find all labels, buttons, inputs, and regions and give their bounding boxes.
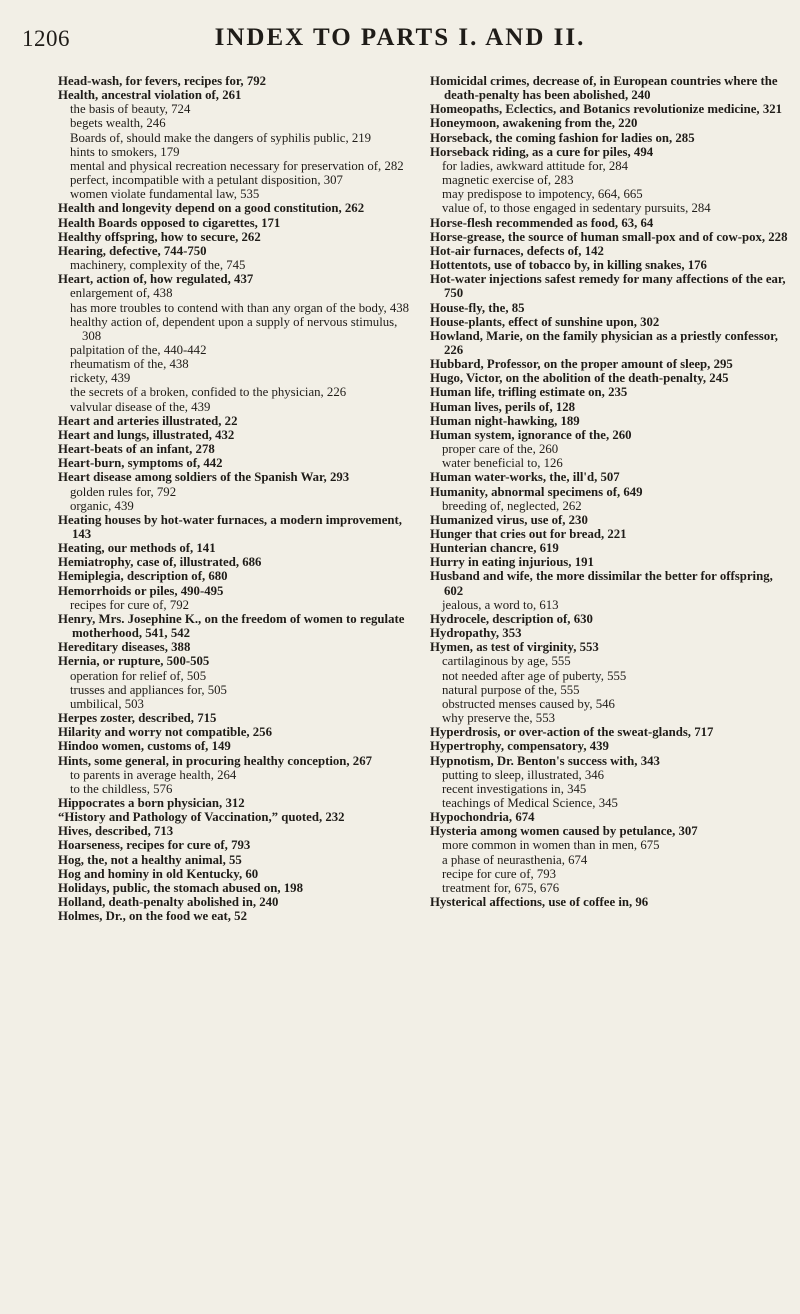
index-entry: Hemiplegia, description of, 680	[58, 569, 228, 584]
index-entry: Hippocrates a born physician, 312	[58, 795, 245, 810]
index-subentry: water beneficial to, 126	[442, 456, 563, 471]
index-entry: Hunger that cries out for bread, 221	[430, 527, 627, 541]
index-entry: Hysterical affections, use of coffee in, 96	[430, 895, 649, 910]
index-subentry: obstructed menses caused by, 546	[442, 696, 615, 711]
index-entry: Holmes, Dr., on the food we eat, 52	[58, 909, 247, 924]
index-subentry: women violate fundamental law, 535	[70, 187, 260, 202]
index-entry: Hurry in eating injurious, 191	[430, 555, 594, 570]
index-entry: Health and longevity depend on a good constitution, 262	[58, 201, 365, 216]
index-entry: Hot-water injections safest remedy for many affections of the ear, 750	[430, 272, 786, 301]
index-subentry: recipes for cure of, 792	[70, 597, 190, 612]
index-entry: Hypnotism, Dr. Benton's success with, 343	[430, 753, 660, 768]
index-entry: Hemorrhoids or piles, 490-495	[58, 583, 224, 598]
index-subentry: recent investigations in, 345	[442, 781, 587, 796]
index-subentry: begets wealth, 246	[70, 116, 166, 131]
index-column-left	[58, 74, 416, 923]
index-entry: Henry, Mrs. Josephine K., on the freedom of women to regulate motherhood, 541, 542	[58, 611, 405, 641]
index-entry: Hottentots, use of tobacco by, in killing snakes, 176	[430, 258, 707, 273]
index-entry: Hives, described, 713	[58, 824, 174, 839]
index-entry: Heating, our methods of, 141	[58, 541, 216, 556]
index-entry: Hot-air furnaces, defects of, 142	[430, 243, 604, 258]
index-entry: Holland, death-penalty abolished in, 240	[58, 895, 279, 910]
index-entry: House-plants, effect of sunshine upon, 302	[430, 314, 660, 329]
index-entry: Herpes zoster, described, 715	[58, 711, 217, 726]
index-subentry: more common in women than in men, 675	[442, 838, 660, 853]
index-entry: Hindoo women, customs of, 149	[58, 739, 231, 754]
index-entry: “History and Pathology of Vaccination,” quoted, 232	[58, 810, 345, 825]
index-entry: Heart and arteries illustrated, 22	[58, 413, 238, 428]
index-subentry: palpitation of the, 440-442	[70, 342, 207, 357]
index-entry: Hysteria among women caused by petulance, 307	[430, 824, 698, 839]
index-entry: Heart, action of, how regulated, 437	[58, 272, 254, 287]
index-subentry: the secrets of a broken, confided to the physician, 226	[70, 385, 347, 400]
index-entry: Hoarseness, recipes for cure of, 793	[58, 838, 251, 853]
index-entry: Husband and wife, the more dissimilar the better for offspring, 602	[430, 569, 773, 598]
index-subentry: the basis of beauty, 724	[70, 102, 191, 117]
index-subentry: proper care of the, 260	[442, 442, 559, 457]
index-entry: Hilarity and worry not compatible, 256	[58, 725, 272, 740]
page-number: 1206	[22, 26, 70, 51]
index-entry: Hernia, or rupture, 500-505	[58, 654, 210, 669]
index-entry: Human lives, perils of, 128	[430, 399, 576, 414]
index-subentry: value of, to those engaged in sedentary pursuits, 284	[442, 201, 711, 216]
index-subentry: teachings of Medical Science, 345	[442, 795, 618, 810]
index-entry: House-fly, the, 85	[430, 300, 525, 315]
index-entry: Hemiatrophy, case of, illustrated, 686	[58, 555, 262, 570]
index-entry: Human life, trifling estimate on, 235	[430, 385, 628, 400]
index-entry: Hints, some general, in procuring healthy conception, 267	[58, 753, 372, 768]
index-entry: Hearing, defective, 744-750	[58, 243, 207, 258]
index-subentry: mental and physical recreation necessary for preservation of, 282	[70, 158, 404, 173]
index-subentry: putting to sleep, illustrated, 346	[442, 767, 605, 782]
index-subentry: perfect, incompatible with a petulant disposition, 307	[70, 173, 343, 188]
index-entry: Healthy offspring, how to secure, 262	[58, 229, 261, 244]
index-subentry: enlargement of, 438	[70, 286, 173, 301]
index-entry: Hymen, as test of virginity, 553	[430, 640, 599, 655]
index-entry: Honeymoon, awakening from the, 220	[430, 116, 638, 131]
index-entry: Hog, the, not a healthy animal, 55	[58, 852, 242, 867]
index-subentry: trusses and appliances for, 505	[70, 682, 227, 697]
index-entry: Horse-flesh recommended as food, 63, 64	[430, 215, 654, 230]
index-entry: Hydropathy, 353	[430, 626, 522, 641]
index-subentry: breeding of, neglected, 262	[442, 498, 582, 513]
index-entry: Head-wash, for fevers, recipes for, 792	[58, 74, 267, 88]
index-entry: Hubbard, Professor, on the proper amount of sleep, 295	[430, 357, 733, 372]
index-subentry: rickety, 439	[70, 371, 131, 386]
index-entry: Heart and lungs, illustrated, 432	[58, 427, 235, 442]
index-entry: Hereditary diseases, 388	[58, 640, 191, 655]
index-entry: Homeopaths, Eclectics, and Botanics revolutionize medicine, 321	[430, 102, 783, 117]
index-subentry: valvular disease of the, 439	[70, 399, 211, 414]
index-entry: Hunterian chancre, 619	[430, 541, 559, 556]
index-entry: Horseback, the coming fashion for ladies on, 285	[430, 130, 695, 145]
index-entry: Health Boards opposed to cigarettes, 171	[58, 215, 281, 230]
index-subentry: organic, 439	[70, 498, 134, 513]
index-subentry: magnetic exercise of, 283	[442, 173, 574, 188]
index-subentry: why preserve the, 553	[442, 711, 556, 726]
index-subentry: cartilaginous by age, 555	[442, 654, 571, 669]
index-subentry: not needed after age of puberty, 555	[442, 668, 627, 683]
index-entry: Horseback riding, as a cure for piles, 494	[430, 144, 654, 159]
index-entry: Heart-beats of an infant, 278	[58, 442, 215, 457]
index-entry: Hugo, Victor, on the abolition of the death-penalty, 245	[430, 371, 729, 386]
index-subentry: operation for relief of, 505	[70, 668, 207, 683]
index-subentry: jealous, a word to, 613	[442, 597, 559, 612]
index-entry: Heating houses by hot-water furnaces, a modern improvement, 143	[58, 512, 402, 541]
index-entry: Hypochondria, 674	[430, 810, 535, 825]
index-entry: Human system, ignorance of the, 260	[430, 427, 632, 442]
index-subentry: recipe for cure of, 793	[442, 866, 557, 881]
index-entry: Horse-grease, the source of human small-pox and of cow-pox, 228	[430, 229, 788, 244]
index-entry: Howland, Marie, on the family physician as a priestly confessor, 226	[430, 328, 778, 357]
index-column-right	[430, 74, 788, 909]
index-subentry: golden rules for, 792	[70, 484, 177, 499]
index-subentry: hints to smokers, 179	[70, 144, 180, 159]
index-subentry: a phase of neurasthenia, 674	[442, 852, 588, 867]
index-entry: Hyperdrosis, or over-action of the sweat-glands, 717	[430, 725, 714, 740]
index-subentry: to parents in average health, 264	[70, 767, 237, 782]
index-subentry: healthy action of, dependent upon a supply of nervous stimulus, 308	[70, 314, 398, 343]
index-entry: Homicidal crimes, decrease of, in European countries where the death-penalty has been abolished, 240	[430, 74, 778, 103]
index-subentry: umbilical, 503	[70, 696, 144, 711]
index-subentry: rheumatism of the, 438	[70, 357, 189, 372]
running-title: INDEX TO PARTS I. AND II.	[214, 24, 586, 51]
index-subentry: has more troubles to contend with than any organ of the body, 438	[70, 300, 410, 315]
index-subentry: treatment for, 675, 676	[442, 880, 560, 895]
index-entry: Holidays, public, the stomach abused on, 198	[58, 880, 303, 895]
index-entry: Hog and hominy in old Kentucky, 60	[58, 866, 259, 881]
index-entry: Heart disease among soldiers of the Spanish War, 293	[58, 470, 350, 485]
index-entry: Humanized virus, use of, 230	[430, 512, 588, 527]
index-entry: Heart-burn, symptoms of, 442	[58, 456, 223, 471]
index-subentry: may predispose to impotency, 664, 665	[442, 187, 643, 202]
index-subentry: natural purpose of the, 555	[442, 682, 580, 697]
index-subentry: machinery, complexity of the, 745	[70, 258, 246, 273]
index-subentry: Boards of, should make the dangers of syphilis public, 219	[70, 130, 372, 145]
index-entry: Human night-hawking, 189	[430, 413, 580, 428]
index-entry: Hypertrophy, compensatory, 439	[430, 739, 609, 754]
index-entry: Human water-works, the, ill'd, 507	[430, 470, 620, 485]
index-entry: Health, ancestral violation of, 261	[58, 88, 242, 103]
index-entry: Humanity, abnormal specimens of, 649	[430, 484, 643, 499]
index-subentry: for ladies, awkward attitude for, 284	[442, 158, 629, 173]
index-entry: Hydrocele, description of, 630	[430, 611, 593, 626]
index-subentry: to the childless, 576	[70, 781, 173, 796]
page-header	[0, 24, 800, 60]
